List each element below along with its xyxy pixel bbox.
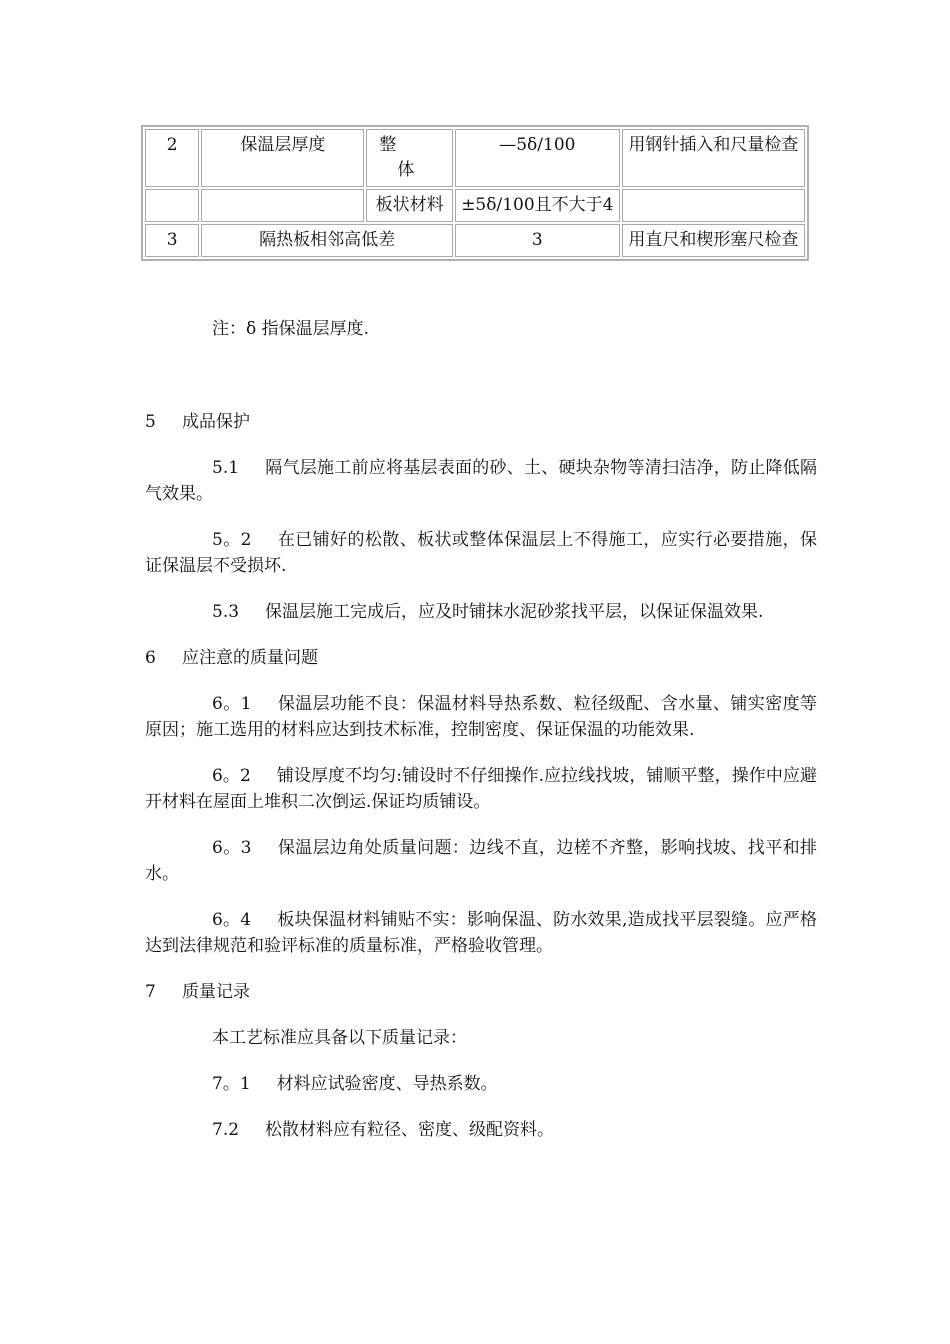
paragraph [145,527,817,579]
paragraph-text: 隔气层施工前应将基层表面的砂、土、硬块杂物等清扫洁净，防止降低隔气效果。 [145,458,817,504]
check-item: 保温层厚度 [201,129,364,187]
clause-number: 6。4 [212,910,252,930]
check-item: 隔热板相邻高低差 [201,224,453,257]
check-method [622,189,805,222]
paragraph [145,835,817,887]
section-number: 6 [145,648,156,668]
paragraph [145,455,817,507]
clause-number: 6。3 [212,838,252,858]
table-note: 注：δ 指保温层厚度. [212,319,370,339]
document-body [145,409,817,1163]
clause-number: 6。2 [212,766,251,786]
section-number: 5 [145,412,156,432]
paragraph-text: 保温层施工完成后，应及时铺抹水泥砂浆找平层，以保证保温效果. [265,602,764,622]
clause-number: 7.2 [212,1120,240,1140]
paragraph-text: 保温层边角处质量问题：边线不直，边槎不齐整，影响找坡、找平和排水。 [145,838,818,884]
section-heading [145,645,817,671]
paragraph [145,907,817,959]
sub-item-line: 体 [397,160,415,180]
table-row [145,224,805,257]
tolerance-table [141,125,809,261]
check-method: 用钢针插入和尺量检查 [622,129,805,187]
paragraph [145,599,817,625]
paragraph [145,763,817,815]
sub-item: 板状材料 [366,189,453,222]
tolerance-value: 3 [455,224,620,257]
row-number: 2 [145,129,199,187]
paragraph-text: 松散材料应有粒径、密度、级配资料。 [265,1120,555,1140]
table-row [145,189,805,222]
paragraph-text: 铺设厚度不均匀:铺设时不仔细操作.应拉线找坡，铺顺平整，操作中应避开材料在屋面上堆积二次倒运.保证均质铺设。 [145,766,817,812]
row-number: 3 [145,224,199,257]
table-row [145,129,805,187]
section-heading [145,409,817,435]
paragraph [145,691,817,743]
section-title: 应注意的质量问题 [182,648,318,668]
sub-item-line: 整 [379,135,397,155]
tolerance-value: —5δ/100 [455,129,620,187]
tolerance-value: ±5δ/100且不大于4 [455,189,620,222]
clause-number: 6。1 [212,694,252,714]
paragraph-text: 材料应试验密度、导热系数。 [276,1074,498,1094]
paragraph-text: 本工艺标准应具备以下质量记录： [212,1028,467,1048]
paragraph-text: 板块保温材料铺贴不实：影响保温、防水效果,造成找平层裂缝。应严格达到法律规范和验评标准的质量标准，严格验收管理。 [145,910,817,956]
clause-number: 7。1 [212,1074,251,1094]
paragraph-text: 保温层功能不良：保温材料导热系数、粒径级配、含水量、铺实密度等原因；施工选用的材料应达到技术标准，控制密度、保证保温的功能效果. [145,694,818,740]
paragraph-text: 在已铺好的松散、板状或整体保温层上不得施工，应实行必要措施，保证保温层不受损坏. [145,530,818,576]
check-item [201,189,364,222]
clause-number: 5.3 [212,602,240,622]
paragraph [145,1025,817,1051]
check-method: 用直尺和楔形塞尺检查 [622,224,805,257]
section-number: 7 [145,982,156,1002]
section-heading [145,979,817,1005]
section-title: 质量记录 [182,982,250,1002]
section-title: 成品保护 [182,412,250,432]
paragraph [145,1117,817,1143]
clause-number: 5.1 [212,458,240,478]
paragraph [145,1071,817,1097]
row-number [145,189,199,222]
sub-item [366,129,453,187]
clause-number: 5。2 [212,530,252,550]
